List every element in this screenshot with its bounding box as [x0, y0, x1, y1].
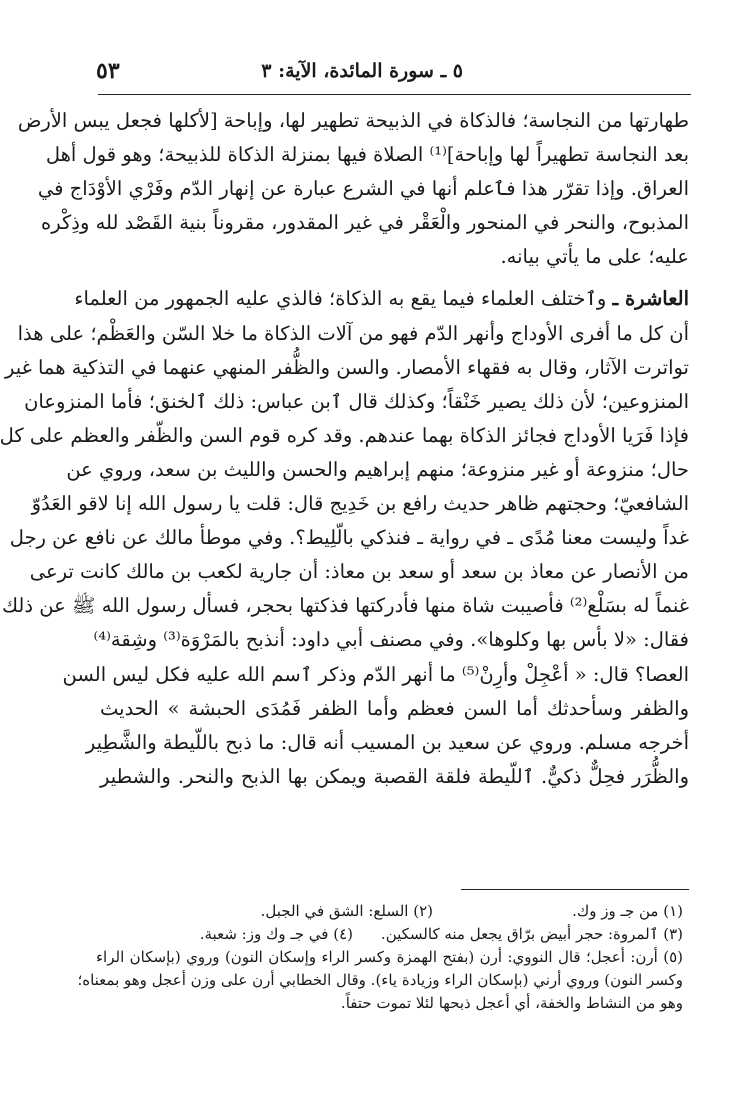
- text-line: أخرجه مسلم. وروي عن سعيد بن المسيب أنه قال: ما ذبح باللّيطة والشَّطِير: [85, 730, 689, 754]
- section-lead: العاشرة ـ: [612, 287, 689, 311]
- footnote-row: [96, 900, 683, 923]
- page-header: [96, 56, 693, 92]
- text-line: طهارتها من النجاسة؛ فالذكاة في الذبيحة تطهير لها، وإباحة [لأكلها فجعل يبس الأرض: [17, 109, 689, 132]
- footnote-5-line: (٥) أرن: أعجل؛ قال النووي: أرن (بفتح الهمزة وكسر الراء وإسكان النون) وروي (بإسكان الراء: [96, 948, 683, 966]
- text-line: فقال: «لا بأس بها وكلوها». وفي مصنف أبي داود: أنذبح بالمَرْوَة⁽³⁾ وشِقة⁽⁴⁾: [93, 628, 689, 652]
- main-text: [0, 104, 689, 794]
- text-line: والظُّرَر فحِلٌّ ذكيٌّ. ٱللّيطة فلقة القصبة ويمكن بها الذبح والنحر. والشطير: [100, 764, 689, 788]
- text-line: المذبوح، والنحر في المنحور والْعَقْر في غير المقدور، مقروناً بنية القَصْد لله وذِكْره: [41, 211, 689, 235]
- header-divider: [98, 94, 691, 95]
- footnotes: [77, 900, 683, 1015]
- running-title: ٥ ـ سورة المائدة، الآية: ٣: [261, 60, 463, 82]
- paragraph-gap: [100, 274, 689, 282]
- text-line: غنماً له بسَلْع⁽²⁾ فأصيبت شاة منها فأدركتها فذكتها بحجر، فسأل رسول الله ﷺ عن ذلك: [2, 594, 689, 618]
- text-line: فإذا فَرَيا الأوداج فجائز الذكاة بهما عندهم. وقد كره قوم السن والظّفر والعظم على كل: [0, 423, 689, 447]
- text-line: الشافعيّ؛ وحجتهم ظاهر حديث رافع بن خَدِيج قال: قلت يا رسول الله إنا لاقو العَدُوّ: [31, 492, 689, 516]
- text-line: العراق. وإذا تقرّر هذا فٱعلم أنها في الشرع عبارة عن إنهار الدّم وفَرْي الأوْدَاج في: [37, 177, 689, 201]
- footnote-1: (١) من جـ وز وك.: [572, 902, 683, 920]
- footnote-2: (٢) السلع: الشق في الجبل.: [260, 902, 433, 920]
- footnote-5-line: وكسر النون) وروي أرني (بإسكان الراء وزيادة ياء). وقال الخطابي أرن على وزن أعجل وهو بمعناه؛: [77, 971, 683, 989]
- text-line: من الأنصار عن معاذ بن سعد أو سعد بن معاذ: أن جارية لكعب بن مالك كانت ترعى: [29, 560, 689, 584]
- footnote-divider: [461, 889, 689, 890]
- footnote-5-line: وهو من النشاط والخفة، أي أعجل ذبحها لئلا تموت حتفاً.: [340, 994, 683, 1012]
- text-line: حال؛ منزوعة أو غير منزوعة؛ منهم إبراهيم والحسن والليث بن سعد، وروي عن: [66, 457, 689, 481]
- footnote-row: [96, 923, 683, 946]
- text-line: العصا؟ قال: « أعْجِلْ وأرِنْ⁽⁵⁾ ما أنهر الدّم وذكر ٱسم الله عليه فكل ليس السن: [62, 662, 689, 686]
- text-line: أن كل ما أفرى الأوداج وأنهر الدّم فهو من آلات الذكاة ما خلا السّن والعَظْم؛ على هذا: [17, 321, 689, 345]
- paragraph-first-line: [74, 282, 689, 316]
- footnote-4: (٤) في جـ وك وز: شعبة.: [199, 925, 353, 943]
- text-line: غداً وليست معنا مُدًى ـ في رواية ـ فنذكي بالّلِيط؟. وفي موطأ مالك عن نافع عن رجل: [9, 526, 689, 550]
- page-number: ٥٣: [96, 58, 120, 84]
- text-line: بعد النجاسة تطهيراً لها وإباحة]⁽¹⁾ الصلاة فيها بمنزلة الذكاة للذبيحة؛ وهو قول أهل: [45, 143, 689, 167]
- text-line: والظفر وسأحدثك أما السن فعظم وأما الظفر فَمُدَى الحبشة » الحديث: [100, 696, 689, 720]
- text-line: المنزوعين؛ لأن ذلك يصير خَنْقاً؛ وكذلك قال ٱبن عباس: ذلك ٱلخنق؛ فأما المنزوعان: [24, 389, 689, 413]
- text-line: تواترت الآثار، وقال به فقهاء الأمصار. والسن والظُّفر المنهي عنهما في التذكية هما غير: [4, 355, 689, 379]
- text-line: عليه؛ على ما يأتي بيانه.: [500, 245, 689, 269]
- text-line: وٱختلف العلماء فيما يقع به الذكاة؛ فالذي عليه الجمهور من العلماء: [74, 287, 607, 311]
- footnote-3: (٣) ٱلمروة: حجر أبيض برّاق يجعل منه كالسكين.: [380, 925, 683, 943]
